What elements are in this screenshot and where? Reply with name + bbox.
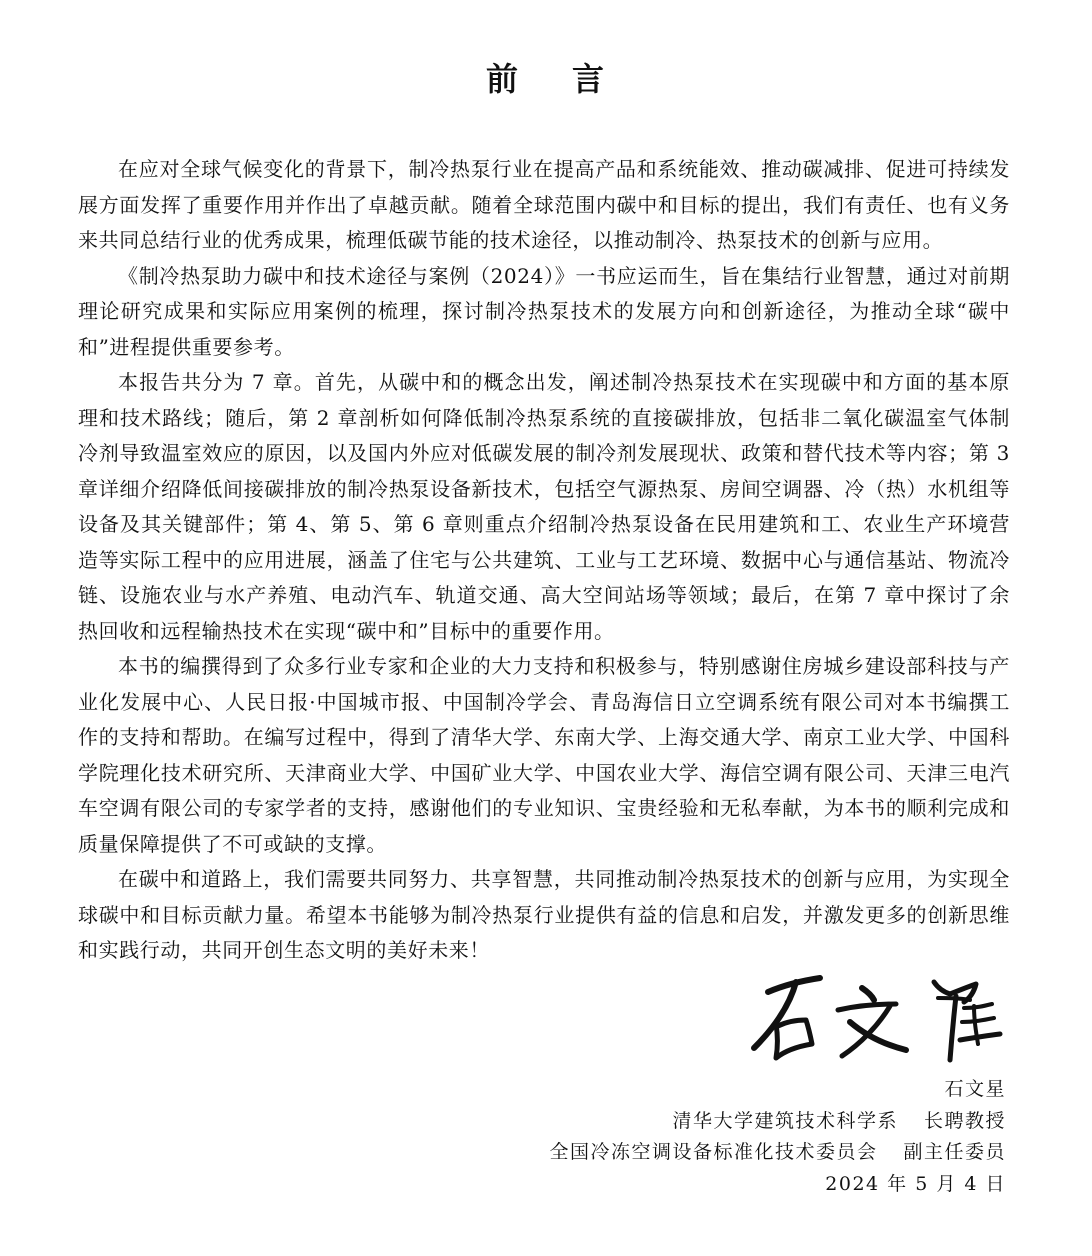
- affiliation-role: 副主任委员: [903, 1141, 1006, 1163]
- title-char-1: 前: [485, 60, 520, 98]
- preface-body: [78, 152, 1010, 969]
- paragraph-1: 在应对全球气候变化的背景下，制冷热泵行业在提高产品和系统能效、推动碳减排、促进可持续发展方面发挥了重要作用并作出了卓越贡献。随着全球范围内碳中和目标的提出，我们有责任、也有义务来共同总结行业的优秀成果，梳理低碳节能的技术途径，以推动制冷、热泵技术的创新与应用。: [78, 157, 1010, 252]
- author-name: 石文星: [944, 1078, 1006, 1100]
- title-char-2: 言: [572, 60, 607, 98]
- affiliation-org: 清华大学建筑技术科学系: [672, 1109, 898, 1132]
- affiliation-role: 长聘教授: [923, 1109, 1006, 1132]
- handwritten-signature: [738, 964, 1010, 1072]
- affiliation-line-1: [549, 1106, 1006, 1138]
- paragraph-2: 《制冷热泵助力碳中和技术途径与案例（2024）》一书应运而生，旨在集结行业智慧，通过对前期理论研究成果和实际应用案例的梳理，探讨制冷热泵技术的发展方向和创新途径，为推动全球“碳中和”进程提供重要参考。: [78, 263, 1010, 359]
- affiliation-org: 全国冷冻空调设备标准化技术委员会: [549, 1141, 878, 1163]
- paragraph-5: 在碳中和道路上，我们需要共同努力、共享智慧，共同推动制冷热泵技术的创新与应用，为实现全球碳中和目标贡献力量。希望本书能够为制冷热泵行业提供有益的信息和启发，并激发更多的创新思维和实践行动，共同开创生态文明的美好未来！: [78, 867, 1010, 962]
- paragraph-3: 本报告共分为 7 章。首先，从碳中和的概念出发，阐述制冷热泵技术在实现碳中和方面的基本原理和技术路线；随后，第 2 章剖析如何降低制冷热泵系统的直接碳排放，包括非二氧化碳温室气体制冷剂导致温室效应的原因，以及国内外应对低碳发展的制冷剂发展现状、政策和替代技术等内容；第 3 章详细介绍降低间接碳排放的制冷热泵设备新技术，包括空气源热泵、房间空调器、冷（热）水机组等设备及其关键部件；第 4、第 5、第 6 章则重点介绍制冷热泵设备在民用建筑和工、农业生产环境营造等实际工程中的应用进展，涵盖了住宅与公共建筑、工业与工艺环境、数据中心与通信基站、物流冷链、设施农业与水产养殖、电动汽车、轨道交通、高大空间站场等领域；最后，在第 7 章中探讨了余热回收和远程输热技术在实现“碳中和”目标中的重要作用。: [78, 370, 1010, 643]
- preface-date: 2024 年 5 月 4 日: [825, 1172, 1006, 1195]
- page-title: [0, 54, 1092, 100]
- signature-block: [549, 1074, 1006, 1200]
- paragraph-4: 本书的编撰得到了众多行业专家和企业的大力支持和积极参与，特别感谢住房城乡建设部科技与产业化发展中心、人民日报·中国城市报、中国制冷学会、青岛海信日立空调系统有限公司对本书编撰工作的支持和帮助。在编写过程中，得到了清华大学、东南大学、上海交通大学、南京工业大学、中国科学院理化技术研究所、天津商业大学、中国矿业大学、中国农业大学、海信空调有限公司、天津三电汽车空调有限公司的专家学者的支持，感谢他们的专业知识、宝贵经验和无私奉献，为本书的顺利完成和质量保障提供了不可或缺的支撑。: [78, 654, 1010, 856]
- affiliation-line-2: [549, 1137, 1006, 1169]
